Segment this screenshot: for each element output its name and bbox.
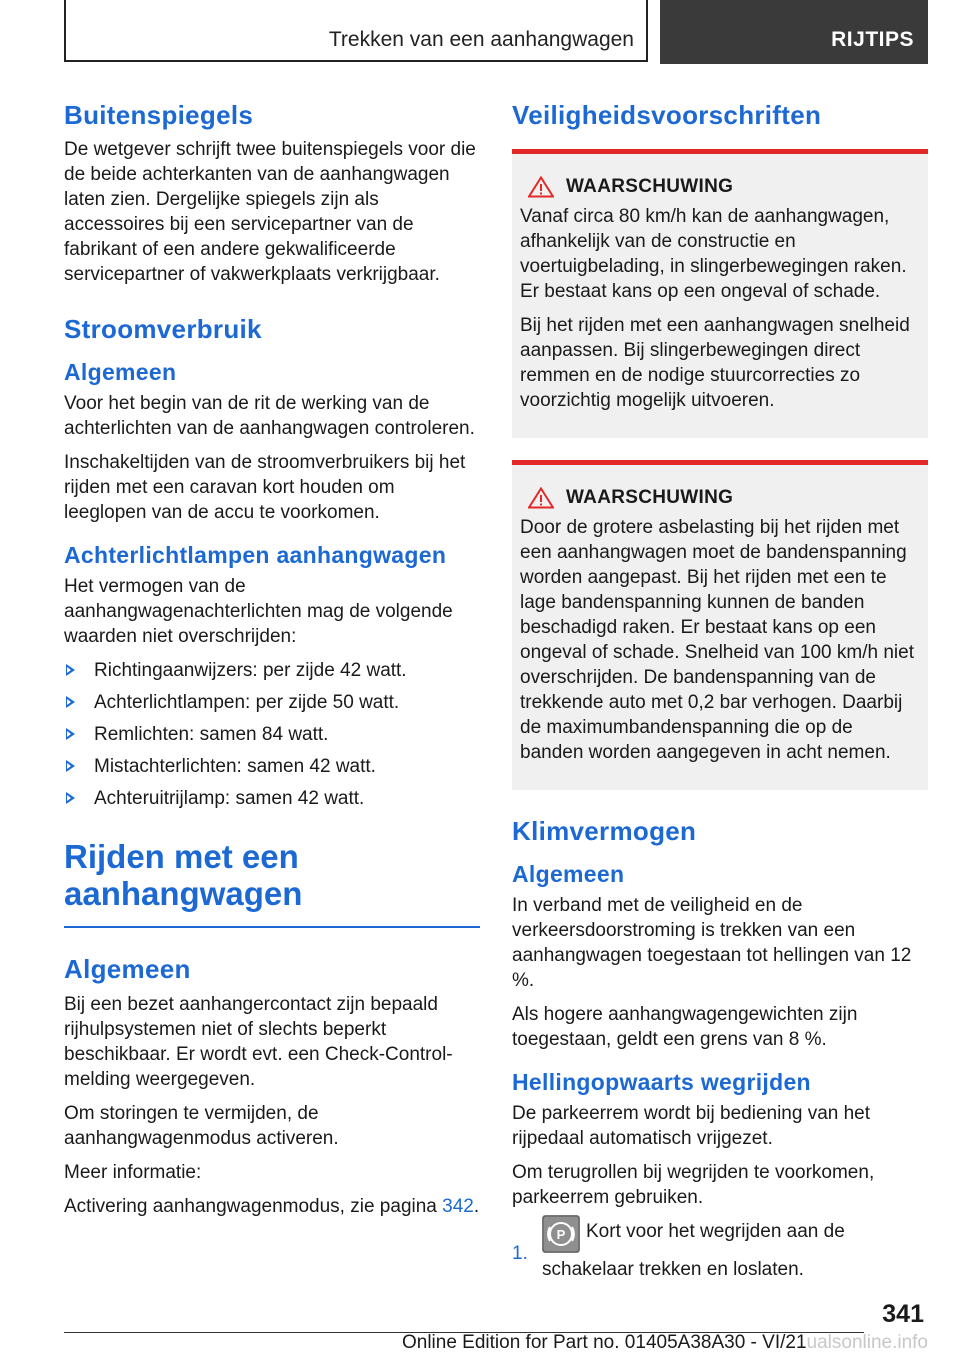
paragraph-grens: Als hogere aanhangwagengewichten zijn toegestaan, geldt een grens van 8 %. [512, 1003, 858, 1050]
chapter-box [64, 0, 648, 62]
chapter-heading-rijden: Rijden met een aanhangwagen [64, 837, 303, 912]
list-item: Remlichten: samen 84 watt. [64, 722, 480, 747]
warning-title: WAARSCHUWING [566, 487, 734, 509]
warning-box [512, 460, 928, 790]
page-number: 341 [882, 1300, 924, 1328]
paragraph-storingen: Om storingen te vermijden, de aanhangwagenmodus activeren. [64, 1102, 339, 1149]
heading-veiligheidsvoorschriften: Veiligheidsvoorschriften [512, 100, 822, 130]
edition-label: Online Edition for Part no. 01405A38A30 - VI/21ualsonline.info [401, 1332, 928, 1353]
heading-hellingopwaarts: Hellingopwaarts wegrijden [512, 1068, 811, 1095]
svg-text:P: P [556, 1226, 566, 1242]
parking-brake-button-icon [542, 1215, 580, 1253]
list-item: Achterlichtlampen: per zijde 50 watt. [64, 690, 480, 715]
left-column [64, 100, 480, 1228]
warning-triangle-icon [528, 487, 554, 509]
heading-algemeen-rijden: Algemeen [64, 954, 191, 985]
right-column [512, 100, 928, 1282]
paragraph-parkeerrem: De parkeerrem wordt bij bediening van het rijpedaal automatisch vrijgezet. [512, 1102, 871, 1149]
page-header [64, 0, 928, 64]
warning-text: Door de grotere asbelasting bij het rijden met een aanhangwagen moet de bandenspanning worden aangepast. Bij het rijden met een te lage bandenspanning kunnen de banden beschadigd raken. Er bestaat kans op een ongeval of schade. Snelheid van 100 km/h niet overschrijden. De bandenspanning van de trekkende auto met 0,2 bar verhogen. Daarbij de maximumbandenspanning die op de banden worden aangegeven in acht nemen. [520, 517, 914, 764]
heading-algemeen-klim: Algemeen [512, 861, 625, 888]
heading-klimvermogen: Klimvermogen [512, 816, 697, 847]
paragraph-terugrollen: Om terugrollen bij wegrijden te voorkomen, parkeerrem gebruiken. [512, 1161, 875, 1208]
chapter-title: Trekken van een aanhangwagen [328, 28, 634, 51]
warning-header [520, 487, 920, 509]
section-title: RIJTIPS [831, 28, 914, 51]
triangle-bullet-icon [66, 696, 75, 708]
warning-box [512, 149, 928, 438]
wattage-list [64, 658, 480, 811]
list-item: Achteruitrijlamp: samen 42 watt. [64, 786, 480, 811]
heading-achterlichtlampen: Achterlichtlampen aanhangwagen [64, 541, 447, 568]
warning-text: Vanaf circa 80 km/h kan de aanhangwagen, afhankelijk van de constructie en voertuigbelading, in slingerbewegingen raken. Er bestaat kans op een ongeval of schade. [520, 206, 907, 303]
triangle-bullet-icon [66, 664, 75, 676]
heading-rule [64, 926, 480, 928]
watermark-text: ualsonline.info [806, 1332, 928, 1353]
paragraph-aanhangercontact: Bij een bezet aanhangercontact zijn bepaald rijhulpsystemen niet of slechts beperkt beschikbaar. Er wordt evt. een Check-Control-melding weergegeven. [64, 993, 453, 1090]
warning-text: Bij het rijden met een aanhangwagen snelheid aanpassen. Bij slingerbewegingen direct remmen en de nodige stuurcorrecties zo voorzichtig mogelijk uitvoeren. [520, 315, 910, 412]
heading-stroomverbruik: Stroomverbruik [64, 314, 262, 345]
paragraph-vermogen: Het vermogen van de aanhangwagenachterlichten mag de volgende waarden niet overschrijden: [64, 575, 453, 647]
paragraph-buitenspiegels: De wetgever schrijft twee buitenspiegels voor die de beide achterkanten van de aanhangwagen laten zien. Dergelijke spiegels zijn als accessoires bij een servicepartner van de fabrikant of een andere gekwalificeerde servicepartner of vakwerkplaats verkrijgbaar. [64, 139, 476, 286]
list-item: Mistachterlichten: samen 42 watt. [64, 754, 480, 779]
warning-header [520, 176, 920, 198]
paragraph-meer-informatie: Meer informatie: [64, 1161, 202, 1183]
triangle-bullet-icon [66, 728, 75, 740]
paragraph-inschakeltijden: Inschakeltijden van de stroomverbruikers bij het rijden met een caravan kort houden om leeglopen van de accu te voorkomen. [64, 451, 466, 523]
page-link[interactable]: 342 [442, 1195, 474, 1217]
step-list [512, 1219, 928, 1282]
warning-title: WAARSCHUWING [566, 176, 734, 198]
triangle-bullet-icon [66, 792, 75, 804]
warning-triangle-icon [528, 176, 554, 198]
paragraph-hellingen: In verband met de veiligheid en de verkeersdoorstroming is trekken van een aanhangwagen toegestaan tot hellingen van 12 %. [512, 894, 912, 991]
section-tab [660, 0, 928, 64]
list-item [512, 1219, 928, 1282]
heading-buitenspiegels: Buitenspiegels [64, 100, 254, 130]
heading-algemeen-stroom: Algemeen [64, 359, 177, 386]
paragraph-achterlichten: Voor het begin van de rit de werking van de achterlichten van de aanhangwagen controleren. [64, 392, 475, 439]
step-text: Kort voor het wegrijden aan de schakelaar trekken en loslaten. [542, 1220, 845, 1280]
triangle-bullet-icon [66, 760, 75, 772]
paragraph-activering: Activering aanhangwagenmodus, zie pagina 342. [64, 1195, 480, 1217]
list-item: Richtingaanwijzers: per zijde 42 watt. [64, 658, 480, 683]
step-number: 1. [512, 1242, 528, 1264]
